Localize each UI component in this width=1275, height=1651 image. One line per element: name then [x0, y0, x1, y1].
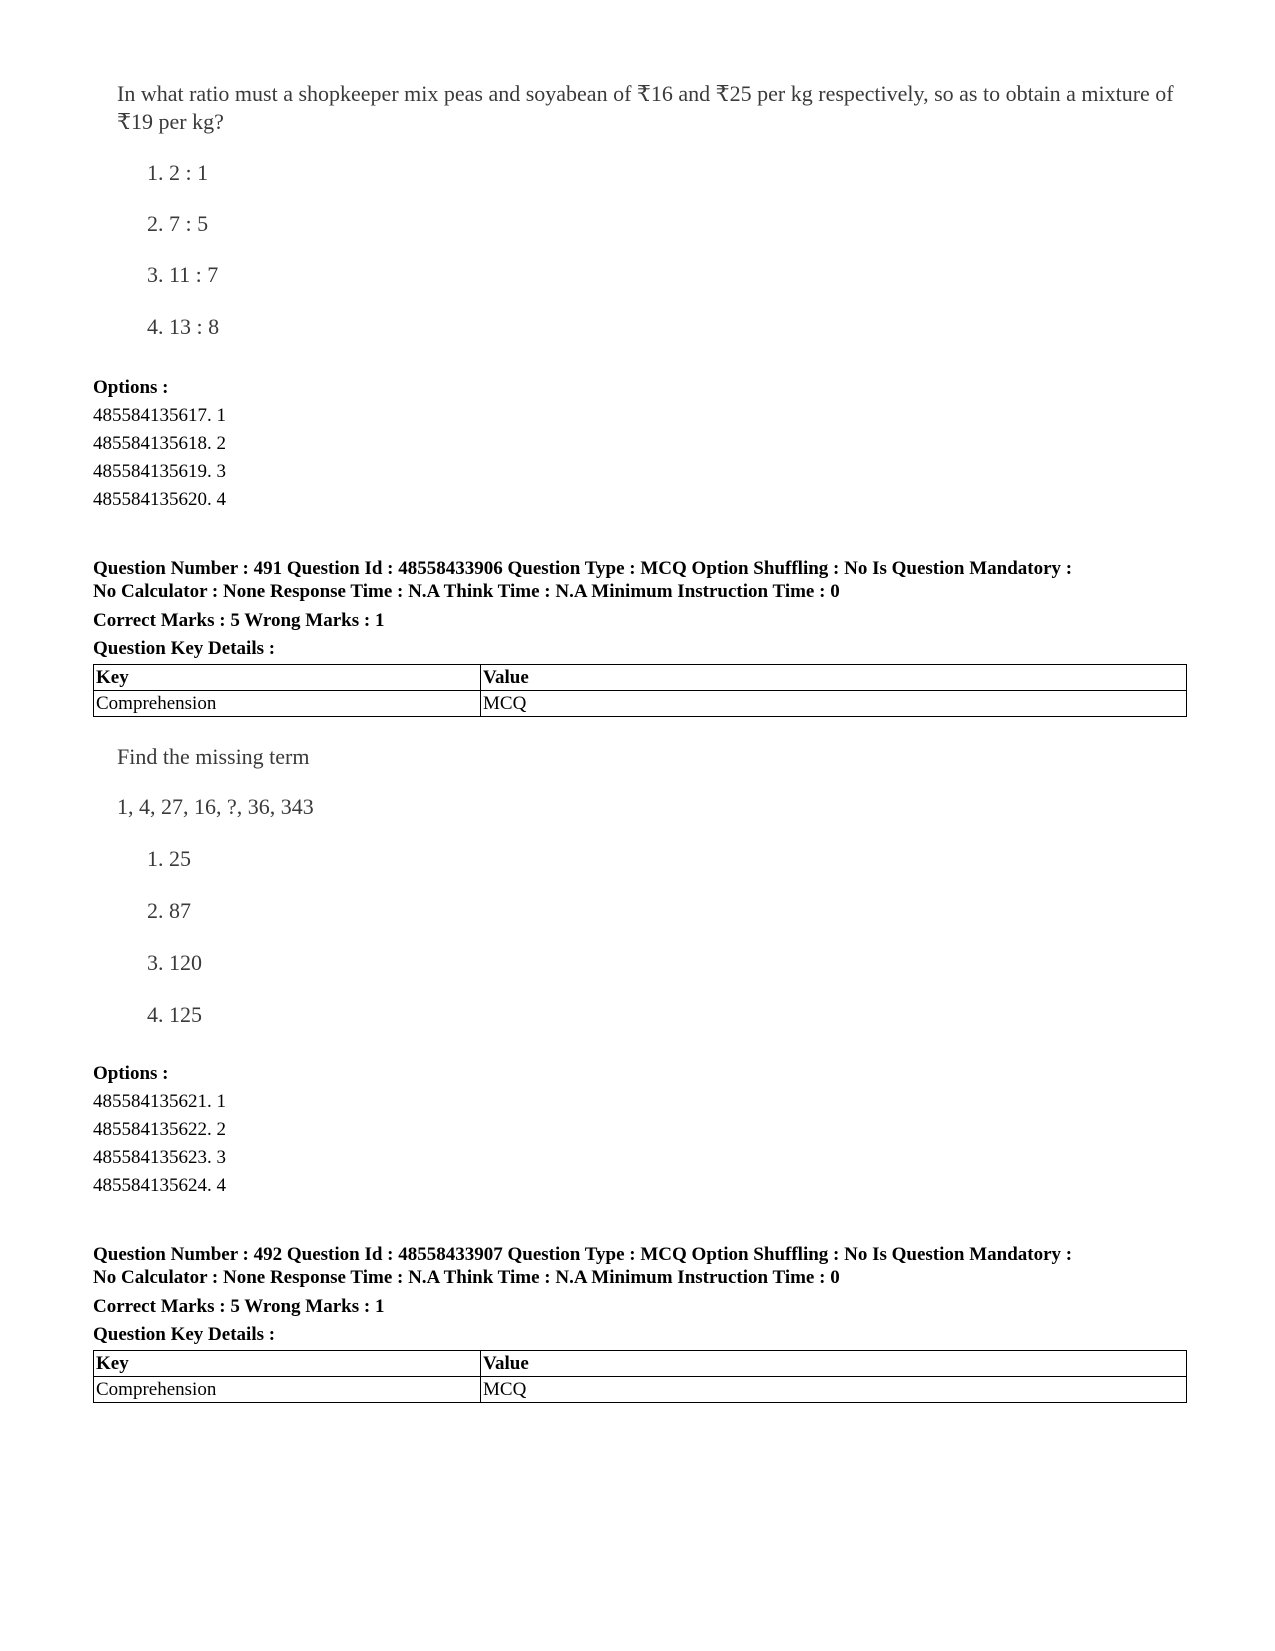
- marks-line: Correct Marks : 5 Wrong Marks : 1: [93, 610, 385, 631]
- option-id-1: 485584135621. 1: [93, 1091, 226, 1112]
- choice-4: 4. 125: [147, 1002, 202, 1027]
- option-id-4: 485584135624. 4: [93, 1175, 226, 1196]
- key-details-label: Question Key Details :: [93, 638, 276, 659]
- key-details-table: [93, 664, 1187, 717]
- table-cell-value: MCQ: [481, 691, 1187, 717]
- table-cell-key: Comprehension: [94, 691, 481, 717]
- option-id-2: 485584135618. 2: [93, 433, 226, 454]
- question-sequence: 1, 4, 27, 16, ?, 36, 343: [117, 794, 314, 819]
- question-header-line-1: Question Number : 492 Question Id : 48558433907 Question Type : MCQ Option Shuffling : No Is Question Mandatory :: [93, 1244, 1073, 1265]
- table-header-key: Key: [94, 665, 481, 691]
- question-header-line-1: Question Number : 491 Question Id : 48558433906 Question Type : MCQ Option Shuffling : No Is Question Mandatory :: [93, 558, 1073, 579]
- choice-3: 3. 11 : 7: [147, 262, 219, 287]
- options-label: Options :: [93, 377, 169, 398]
- key-details-label: Question Key Details :: [93, 1324, 276, 1345]
- option-id-2: 485584135622. 2: [93, 1119, 226, 1140]
- option-id-3: 485584135619. 3: [93, 461, 226, 482]
- choice-3: 3. 120: [147, 950, 202, 975]
- choice-1: 1. 25: [147, 846, 191, 871]
- choice-2: 2. 87: [147, 898, 191, 923]
- option-id-3: 485584135623. 3: [93, 1147, 226, 1168]
- choice-4: 4. 13 : 8: [147, 314, 220, 339]
- table-header-key: Key: [94, 1351, 481, 1377]
- table-header-row: [94, 665, 1187, 691]
- table-cell-value: MCQ: [481, 1377, 1187, 1403]
- question-text: In what ratio must a shopkeeper mix peas and soyabean of ₹16 and ₹25 per kg respectively, so as to obtain a mixture of ₹19 per kg?: [117, 81, 1174, 134]
- option-id-4: 485584135620. 4: [93, 489, 226, 510]
- choice-1: 1. 2 : 1: [147, 160, 209, 185]
- table-cell-key: Comprehension: [94, 1377, 481, 1403]
- table-header-value: Value: [481, 1351, 1187, 1377]
- question-header-line-2: No Calculator : None Response Time : N.A Think Time : N.A Minimum Instruction Time : 0: [93, 581, 840, 602]
- choice-2: 2. 7 : 5: [147, 211, 209, 236]
- table-row: [94, 691, 1187, 717]
- table-header-value: Value: [481, 665, 1187, 691]
- options-label: Options :: [93, 1063, 169, 1084]
- key-details-table: [93, 1350, 1187, 1403]
- marks-line: Correct Marks : 5 Wrong Marks : 1: [93, 1296, 385, 1317]
- table-row: [94, 1377, 1187, 1403]
- table-header-row: [94, 1351, 1187, 1377]
- question-text: Find the missing term: [117, 744, 310, 769]
- question-header-line-2: No Calculator : None Response Time : N.A Think Time : N.A Minimum Instruction Time : 0: [93, 1267, 840, 1288]
- option-id-1: 485584135617. 1: [93, 405, 226, 426]
